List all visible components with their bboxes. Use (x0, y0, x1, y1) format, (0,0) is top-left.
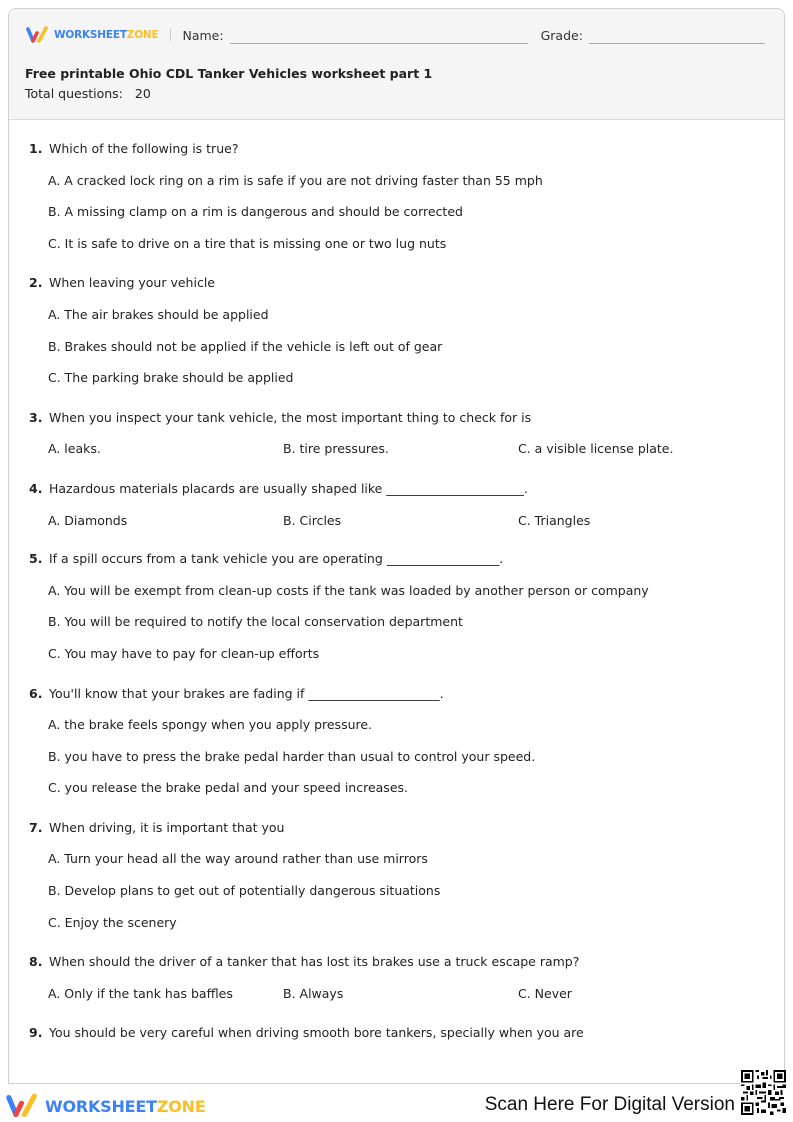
question-2 (29, 275, 215, 290)
option-4a[interactable]: A. Diamonds (48, 513, 128, 528)
option-8b[interactable]: B. Always (283, 986, 344, 1001)
option-4c[interactable]: C. Triangles (518, 513, 591, 528)
option-6b[interactable]: B. you have to press the brake pedal harder than usual to control your speed. (48, 749, 536, 764)
brand-name (54, 29, 159, 41)
total-questions-value: 20 (134, 86, 151, 101)
question-text: Hazardous materials placards are usually shaped like ______________________. (49, 481, 528, 496)
option-5a[interactable]: A. You will be exempt from clean-up costs if the tank was loaded by another person or company (48, 583, 649, 598)
question-text: When should the driver of a tanker that has lost its brakes use a truck escape ramp? (49, 954, 580, 969)
option-1c[interactable]: C. It is safe to drive on a tire that is missing one or two lug nuts (48, 236, 447, 251)
question-text: You should be very careful when driving smooth bore tankers, specially when you are (49, 1025, 584, 1040)
option-1b[interactable]: B. A missing clamp on a rim is dangerous and should be corrected (48, 204, 463, 219)
worksheetzone-logo-icon (6, 1093, 40, 1119)
question-number: 6. (29, 686, 43, 701)
divider (170, 29, 171, 41)
grade-label: Grade: (540, 27, 583, 43)
worksheetzone-logo-icon (26, 26, 50, 44)
question-number: 2. (29, 275, 43, 290)
brand-word-zone: ZONE (156, 1096, 206, 1116)
option-8c[interactable]: C. Never (518, 986, 572, 1001)
name-field[interactable] (230, 32, 528, 44)
option-2b[interactable]: B. Brakes should not be applied if the vehicle is left out of gear (48, 339, 443, 354)
brand-logo (26, 26, 159, 44)
question-number: 5. (29, 551, 43, 566)
question-6 (29, 686, 444, 701)
scan-instruction: Scan Here For Digital Version (484, 1094, 735, 1115)
total-questions (25, 86, 151, 101)
option-4b[interactable]: B. Circles (283, 513, 342, 528)
option-1a[interactable]: A. A cracked lock ring on a rim is safe if you are not driving faster than 55 mph (48, 173, 543, 188)
option-6c[interactable]: C. you release the brake pedal and your speed increases. (48, 780, 408, 795)
question-number: 7. (29, 820, 43, 835)
option-2c[interactable]: C. The parking brake should be applied (48, 370, 294, 385)
question-5 (29, 551, 503, 566)
option-8a[interactable]: A. Only if the tank has baffles (48, 986, 233, 1001)
total-questions-label: Total questions: (25, 86, 123, 101)
header-row (26, 25, 765, 45)
question-number: 1. (29, 141, 43, 156)
option-3a[interactable]: A. leaks. (48, 441, 101, 456)
name-label: Name: (182, 27, 224, 43)
question-text: If a spill occurs from a tank vehicle you are operating __________________. (49, 551, 504, 566)
question-number: 9. (29, 1025, 43, 1040)
question-text: Which of the following is true? (49, 141, 239, 156)
option-7c[interactable]: C. Enjoy the scenery (48, 915, 177, 930)
option-3b[interactable]: B. tire pressures. (283, 441, 389, 456)
qr-code-icon[interactable] (741, 1070, 786, 1115)
brand-word-zone: ZONE (126, 29, 159, 41)
brand-word-worksheet: WORKSHEET (45, 1096, 157, 1116)
question-text: When leaving your vehicle (49, 275, 215, 290)
question-7 (29, 820, 284, 835)
question-9 (29, 1025, 584, 1040)
question-text: When driving, it is important that you (49, 820, 285, 835)
footer-brand-name (45, 1097, 206, 1116)
option-6a[interactable]: A. the brake feels spongy when you apply pressure. (48, 717, 373, 732)
option-2a[interactable]: A. The air brakes should be applied (48, 307, 269, 322)
question-4 (29, 481, 528, 496)
brand-word-worksheet: WORKSHEET (54, 29, 127, 41)
question-text: When you inspect your tank vehicle, the most important thing to check for is (49, 410, 532, 425)
option-5b[interactable]: B. You will be required to notify the local conservation department (48, 614, 463, 629)
option-7a[interactable]: A. Turn your head all the way around rather than use mirrors (48, 851, 428, 866)
question-3 (29, 410, 531, 425)
option-5c[interactable]: C. You may have to pay for clean-up efforts (48, 646, 320, 661)
worksheet-header (9, 9, 784, 120)
question-8 (29, 954, 579, 969)
question-text: You'll know that your brakes are fading if _____________________. (49, 686, 444, 701)
worksheet-title: Free printable Ohio CDL Tanker Vehicles worksheet part 1 (25, 66, 433, 81)
question-number: 4. (29, 481, 43, 496)
question-number: 8. (29, 954, 43, 969)
option-7b[interactable]: B. Develop plans to get out of potentially dangerous situations (48, 883, 441, 898)
footer-brand-logo (6, 1093, 206, 1119)
question-1 (29, 141, 238, 156)
grade-field[interactable] (589, 32, 765, 44)
question-number: 3. (29, 410, 43, 425)
page-bottom-border (8, 1083, 740, 1084)
option-3c[interactable]: C. a visible license plate. (518, 441, 674, 456)
